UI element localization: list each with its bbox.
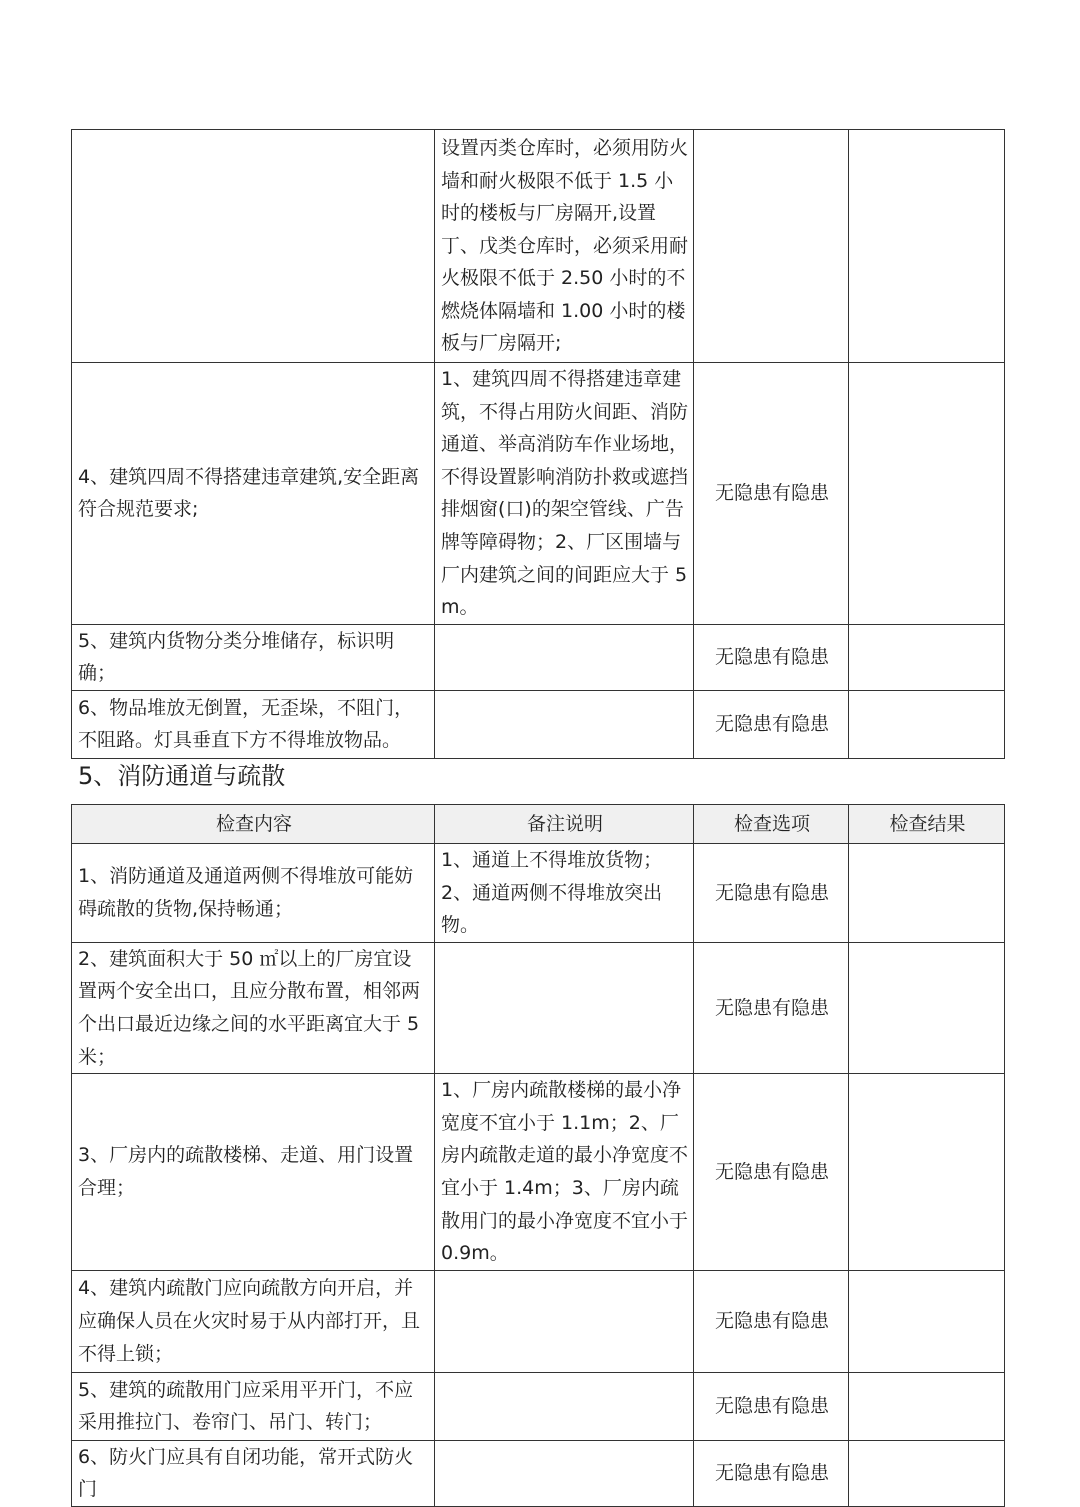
check-option-cell[interactable] xyxy=(694,130,849,363)
table-row xyxy=(72,363,1005,625)
remark-cell: 1、通道上不得堆放货物；2、通道两侧不得堆放突出物。 xyxy=(435,844,694,943)
check-content-cell: 6、物品堆放无倒置，无歪垛，不阻门，不阻路。灯具垂直下方不得堆放物品。 xyxy=(72,690,435,758)
header-check-option: 检查选项 xyxy=(694,805,849,844)
check-option-cell[interactable]: 无隐患有隐患 xyxy=(694,1440,849,1506)
table-row xyxy=(72,844,1005,943)
check-result-cell[interactable] xyxy=(849,844,1005,943)
check-result-cell[interactable] xyxy=(849,1440,1005,1506)
check-result-cell[interactable] xyxy=(849,1270,1005,1372)
table-row xyxy=(72,1372,1005,1440)
check-content-cell xyxy=(72,130,435,363)
check-result-cell[interactable] xyxy=(849,942,1005,1073)
check-option-cell[interactable]: 无隐患有隐患 xyxy=(694,844,849,943)
check-option-cell[interactable]: 无隐患有隐患 xyxy=(694,363,849,625)
evacuation-inspection-table xyxy=(71,804,1005,1507)
check-option-cell[interactable]: 无隐患有隐患 xyxy=(694,1270,849,1372)
check-content-cell: 2、建筑面积大于 50 ㎡以上的厂房宜设置两个安全出口，且应分散布置，相邻两个出口最近边缘之间的水平距离宜大于 5 米； xyxy=(72,942,435,1073)
check-content-cell: 6、防火门应具有自闭功能，常开式防火门 xyxy=(72,1440,435,1506)
check-result-cell[interactable] xyxy=(849,1074,1005,1271)
table-row xyxy=(72,130,1005,363)
header-check-result: 检查结果 xyxy=(849,805,1005,844)
check-result-cell[interactable] xyxy=(849,130,1005,363)
check-result-cell[interactable] xyxy=(849,1372,1005,1440)
remark-cell: 设置丙类仓库时，必须用防火墙和耐火极限不低于 1.5 小时的楼板与厂房隔开,设置丁、戊类仓库时，必须采用耐火极限不低于 2.50 小时的不燃烧体隔墙和 1.00 小时的楼板与厂房隔开; xyxy=(435,130,694,363)
check-content-cell: 1、消防通道及通道两侧不得堆放可能妨碍疏散的货物,保持畅通； xyxy=(72,844,435,943)
check-option-cell[interactable]: 无隐患有隐患 xyxy=(694,690,849,758)
table-row xyxy=(72,1440,1005,1506)
check-result-cell[interactable] xyxy=(849,363,1005,625)
check-content-cell: 5、建筑的疏散用门应采用平开门，不应采用推拉门、卷帘门、吊门、转门； xyxy=(72,1372,435,1440)
table-header-row xyxy=(72,805,1005,844)
check-option-cell[interactable]: 无隐患有隐患 xyxy=(694,1372,849,1440)
remark-cell xyxy=(435,942,694,1073)
table-row xyxy=(72,690,1005,758)
remark-cell xyxy=(435,690,694,758)
check-option-cell[interactable]: 无隐患有隐患 xyxy=(694,942,849,1073)
remark-cell: 1、建筑四周不得搭建违章建筑，不得占用防火间距、消防通道、举高消防车作业场地，不得设置影响消防扑救或遮挡排烟窗(口)的架空管线、广告牌等障碍物；2、厂区围墙与厂内建筑之间的间距应大于 5m。 xyxy=(435,363,694,625)
check-content-cell: 4、建筑四周不得搭建违章建筑,安全距离符合规范要求; xyxy=(72,363,435,625)
table-row xyxy=(72,1074,1005,1271)
check-result-cell[interactable] xyxy=(849,624,1005,690)
table-row xyxy=(72,942,1005,1073)
remark-cell xyxy=(435,1440,694,1506)
check-result-cell[interactable] xyxy=(849,690,1005,758)
remark-cell xyxy=(435,1270,694,1372)
header-check-content: 检查内容 xyxy=(72,805,435,844)
check-option-cell[interactable]: 无隐患有隐患 xyxy=(694,1074,849,1271)
check-content-cell: 4、建筑内疏散门应向疏散方向开启，并应确保人员在火灾时易于从内部打开，且不得上锁； xyxy=(72,1270,435,1372)
header-remark: 备注说明 xyxy=(435,805,694,844)
check-option-cell[interactable]: 无隐患有隐患 xyxy=(694,624,849,690)
remark-cell xyxy=(435,624,694,690)
table-row xyxy=(72,624,1005,690)
inspection-table-continued xyxy=(71,129,1005,759)
check-content-cell: 3、厂房内的疏散楼梯、走道、用门设置合理； xyxy=(72,1074,435,1271)
check-content-cell: 5、建筑内货物分类分堆储存，标识明确； xyxy=(72,624,435,690)
remark-cell: 1、厂房内疏散楼梯的最小净宽度不宜小于 1.1m；2、厂房内疏散走道的最小净宽度不宜小于 1.4m；3、厂房内疏散用门的最小净宽度不宜小于 0.9m。 xyxy=(435,1074,694,1271)
remark-cell xyxy=(435,1372,694,1440)
table-row xyxy=(72,1270,1005,1372)
section-title: 5、消防通道与疏散 xyxy=(78,762,286,790)
